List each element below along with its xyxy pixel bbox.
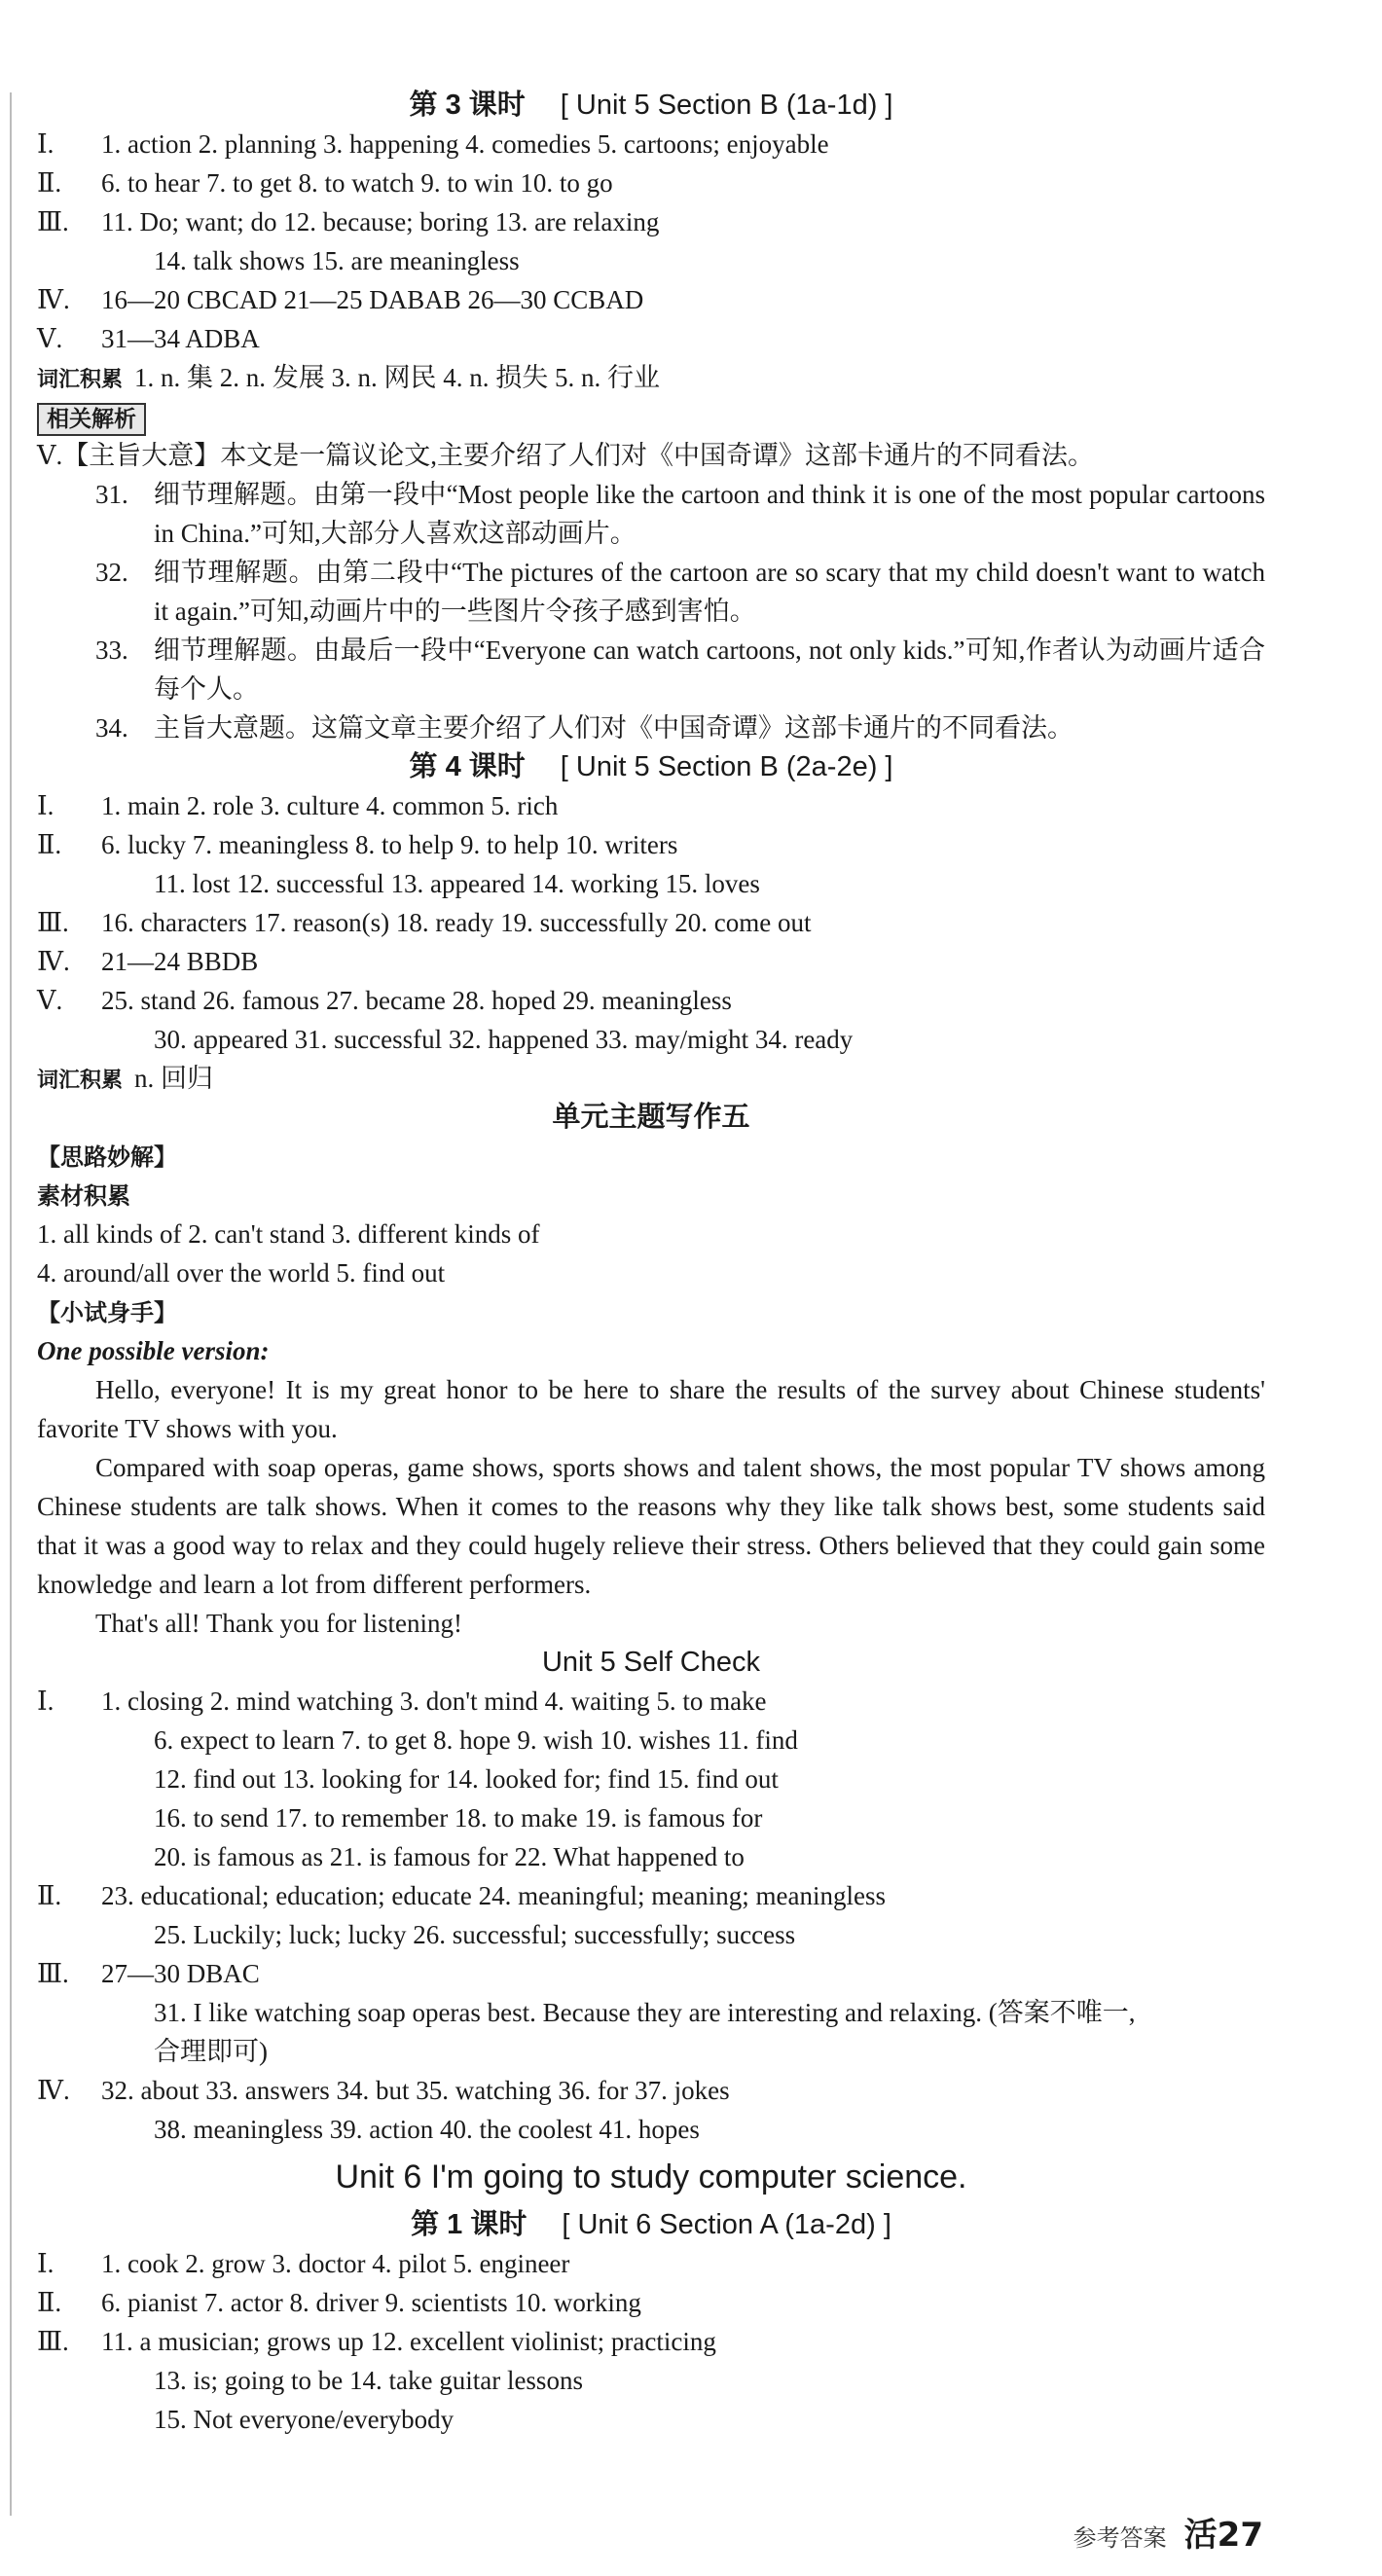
answer-row: Ⅲ. 27—30 DBAC xyxy=(37,1959,260,1988)
version-label: One possible version: xyxy=(37,1336,270,1365)
answer-row: Ⅱ. 6. to hear 7. to get 8. to watch 9. to win 10. to go xyxy=(37,168,613,198)
answer-row: 30. appeared 31. successful 32. happened 33. may/might 34. ready xyxy=(154,1025,854,1054)
answer-row: Ⅰ. 1. closing 2. mind watching 3. don't mind 4. waiting 5. to make xyxy=(37,1687,767,1716)
analysis-intro: Ⅴ.【主旨大意】本文是一篇议论文,主要介绍了人们对《中国奇谭》这部卡通片的不同看法。 xyxy=(37,441,1094,470)
answer-row: Ⅲ. 16. characters 17. reason(s) 18. ready 19. successfully 20. come out xyxy=(37,908,812,937)
selfcheck-heading: Unit 5 Self Check xyxy=(541,1647,761,1678)
lesson4-heading: 第 4 课时 [ Unit 5 Section B (2a-2e) ] xyxy=(409,751,893,782)
answer-row: Ⅱ. 23. educational; education; educate 24. meaningful; meaning; meaningless xyxy=(37,1881,886,1910)
essay-paragraph: That's all! Thank you for listening! xyxy=(95,1609,463,1638)
answer-row: 25. Luckily; luck; lucky 26. successful; successfully; success xyxy=(154,1920,796,1949)
answer-row: 14. talk shows 15. are meaningless xyxy=(154,246,520,275)
answer-row: 20. is famous as 21. is famous for 22. What happened to xyxy=(154,1842,745,1871)
answer-row: 11. lost 12. successful 13. appeared 14. working 15. loves xyxy=(154,869,760,898)
answer-row: 12. find out 13. looking for 14. looked for; find 15. find out xyxy=(154,1764,779,1794)
page-footer xyxy=(1073,2511,1263,2559)
vocab-row: 词汇积累 n. 回归 xyxy=(37,1064,214,1093)
answer-row: 38. meaningless 39. action 40. the coolest 41. hopes xyxy=(154,2115,700,2144)
answer-row: Ⅴ. 25. stand 26. famous 27. became 28. hoped 29. meaningless xyxy=(37,986,732,1015)
essay-paragraph: Compared with soap operas, game shows, sports shows and talent shows, the most popular TV shows among Chinese students are talk shows. When it comes to the reasons why they like talk shows best, some students said that it was a good way to relax and they could hugely relieve their stress. Others believed that they could gain some knowledge and learn a lot from different performers. xyxy=(37,1453,1265,1599)
answer-row: Ⅱ. 6. lucky 7. meaningless 8. to help 9. to help 10. writers xyxy=(37,830,678,859)
answer-row: 13. is; going to be 14. take guitar lessons xyxy=(154,2366,583,2395)
answer-row: 15. Not everyone/everybody xyxy=(154,2405,455,2434)
answer-content xyxy=(37,86,1265,2439)
essay-paragraph: Hello, everyone! It is my great honor to be here to share the results of the survey about Chinese students' favorite TV shows with you. xyxy=(37,1375,1265,1443)
answer-row: Ⅳ. 21—24 BBDB xyxy=(37,947,259,976)
writing-heading: 单元主题写作五 xyxy=(552,1102,750,1133)
answer-row: Ⅱ. 6. pianist 7. actor 8. driver 9. scientists 10. working xyxy=(37,2288,641,2317)
answer-row: Ⅲ. 11. Do; want; do 12. because; boring 13. are relaxing xyxy=(37,207,660,236)
page-number: 活27 xyxy=(1183,2516,1263,2555)
answer-row: Ⅴ. 31—34 ADBA xyxy=(37,324,260,353)
unit6-title: Unit 6 I'm going to study computer science. xyxy=(335,2159,967,2195)
analysis-item: 33. 细节理解题。由最后一段中“Everyone can watch cartoons, not only kids.”可知,作者认为动画片适合每个人。 xyxy=(95,635,1265,704)
analysis-label-row xyxy=(37,397,1265,436)
answer-row: 16. to send 17. to remember 18. to make 19. is famous for xyxy=(154,1803,763,1832)
lesson3-heading: 第 3 课时 [ Unit 5 Section B (1a-1d) ] xyxy=(409,90,893,121)
vocab-row: 词汇积累 1. n. 集 2. n. 发展 3. n. 网民 4. n. 损失 5. n. 行业 xyxy=(37,363,661,392)
material-row: 1. all kinds of 2. can't stand 3. different kinds of xyxy=(37,1219,540,1249)
answer-row: 31. I like watching soap operas best. Because they are interesting and relaxing. (答案不唯一, xyxy=(154,1998,1136,2027)
answer-row: Ⅲ. 11. a musician; grows up 12. excellent violinist; practicing xyxy=(37,2327,716,2356)
footer-label: 参考答案 xyxy=(1073,2524,1167,2552)
try-label: 【小试身手】 xyxy=(37,1299,177,1326)
answer-row: 6. expect to learn 7. to get 8. hope 9. wish 10. wishes 11. find xyxy=(154,1725,798,1755)
analysis-label: 相关解析 xyxy=(37,403,146,436)
page-spine-line xyxy=(10,92,12,2516)
tips-label: 【思路妙解】 xyxy=(37,1143,177,1171)
answer-row: Ⅳ. 32. about 33. answers 34. but 35. watching 36. for 37. jokes xyxy=(37,2076,730,2105)
answer-row: Ⅰ. 1. main 2. role 3. culture 4. common 5. rich xyxy=(37,791,559,820)
answer-row: Ⅳ. 16—20 CBCAD 21—25 DABAB 26—30 CCBAD xyxy=(37,285,644,314)
unit6-lesson1-heading: 第 1 课时 [ Unit 6 Section A (1a-2d) ] xyxy=(411,2209,891,2240)
analysis-item: 34. 主旨大意题。这篇文章主要介绍了人们对《中国奇谭》这部卡通片的不同看法。 xyxy=(95,713,1073,743)
answer-row: Ⅰ. 1. cook 2. grow 3. doctor 4. pilot 5. engineer xyxy=(37,2249,570,2278)
analysis-item: 32. 细节理解题。由第二段中“The pictures of the cartoon are so scary that my child doesn't want to watch it again.”可知,动画片中的一些图片令孩子感到害怕。 xyxy=(95,558,1265,626)
analysis-item: 31. 细节理解题。由第一段中“Most people like the cartoon and think it is one of the most popular cartoons in China.”可知,大部分人喜欢这部动画片。 xyxy=(95,480,1265,548)
material-label: 素材积累 xyxy=(37,1182,130,1210)
material-row: 4. around/all over the world 5. find out xyxy=(37,1258,446,1288)
answer-row: Ⅰ. 1. action 2. planning 3. happening 4. comedies 5. cartoons; enjoyable xyxy=(37,129,829,159)
answer-row: 合理即可) xyxy=(154,2037,268,2066)
